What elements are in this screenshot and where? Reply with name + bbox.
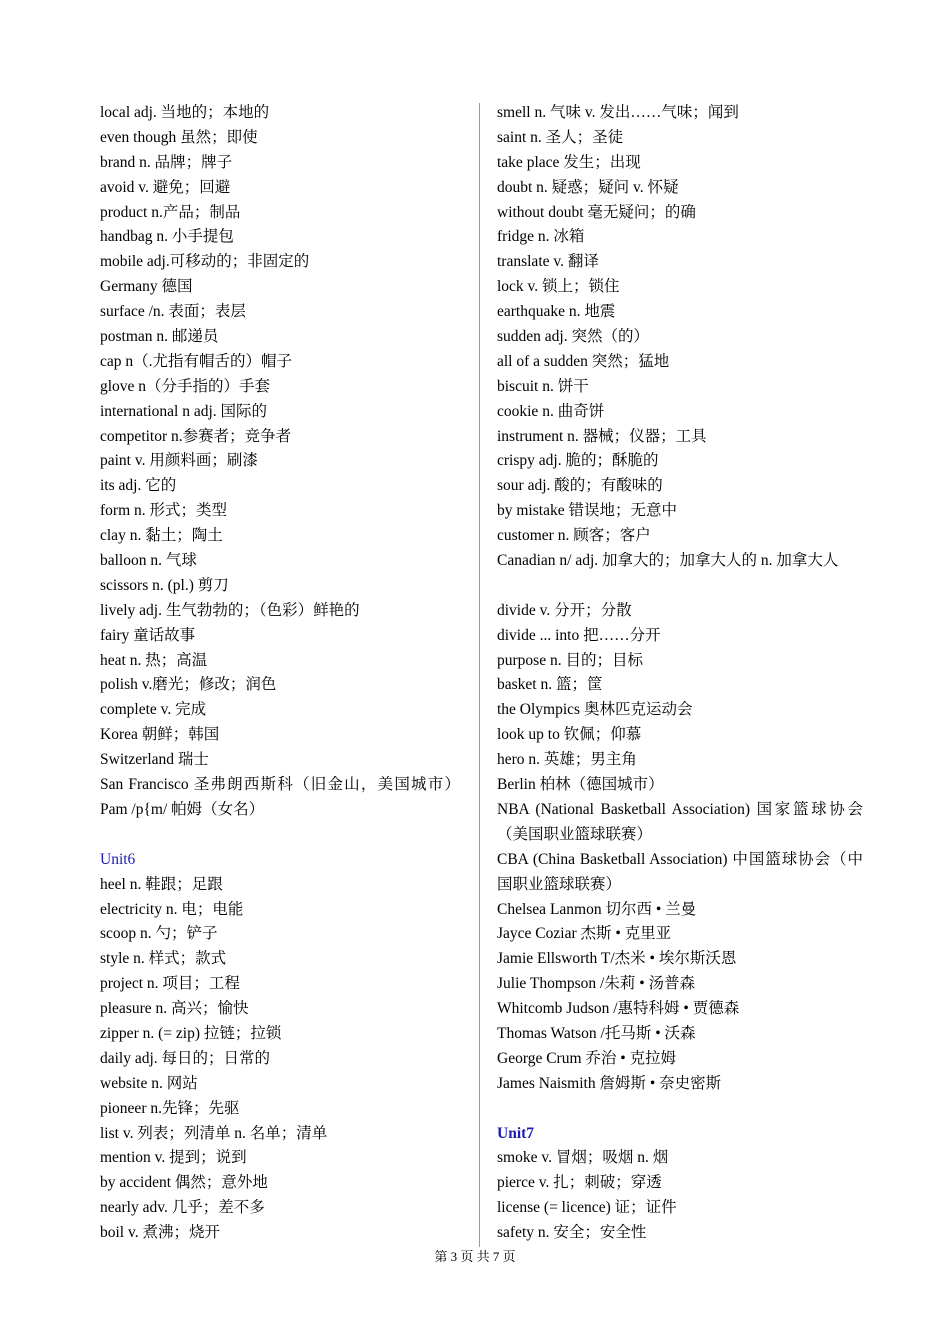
- vocab-entry: product n.产品；制品: [100, 203, 241, 221]
- unit-heading: Unit6: [100, 850, 136, 868]
- vocab-entry: even though 虽然；即使: [100, 128, 258, 146]
- vocab-entry: doubt n. 疑惑；疑问 v. 怀疑: [497, 178, 679, 196]
- vocab-entry: divide v. 分开；分散: [497, 601, 632, 619]
- vocab-entry: international n adj. 国际的: [100, 402, 268, 420]
- vocab-entry: Switzerland 瑞士: [100, 751, 209, 769]
- vocab-entry: competitor n.参赛者；竞争者: [100, 427, 292, 445]
- vocab-entry: mention v. 提到；说到: [100, 1149, 247, 1167]
- vocab-entry: surface /n. 表面；表层: [100, 303, 246, 321]
- vocab-entry: Whitcomb Judson /惠特科姆 • 贾德森: [497, 1000, 740, 1018]
- vocab-entry: Julie Thompson /朱莉 • 汤普森: [497, 975, 696, 993]
- vocab-entry: the Olympics 奥林匹克运动会: [497, 701, 693, 719]
- vocab-entry: by accident 偶然；意外地: [100, 1174, 268, 1192]
- left-column: [100, 101, 460, 1246]
- vocab-entry: scissors n. (pl.) 剪刀: [100, 576, 229, 594]
- vocab-entry: glove n（分手指的）手套: [100, 377, 271, 395]
- vocab-entry: sour adj. 酸的；有酸味的: [497, 477, 663, 495]
- vocab-entry: safety n. 安全；安全性: [497, 1224, 647, 1242]
- vocab-entry: smoke v. 冒烟；吸烟 n. 烟: [497, 1149, 669, 1167]
- vocab-entry: fridge n. 冰箱: [497, 228, 585, 246]
- column-divider: [479, 103, 480, 1247]
- vocab-entry: biscuit n. 饼干: [497, 377, 589, 395]
- vocab-entry: pierce v. 扎；刺破；穿透: [497, 1174, 662, 1192]
- vocab-entry: avoid v. 避免；回避: [100, 178, 231, 196]
- vocab-entry: hero n. 英雄；男主角: [497, 751, 637, 769]
- vocab-entry: electricity n. 电；电能: [100, 900, 244, 918]
- vocab-entry: heel n. 鞋跟；足跟: [100, 875, 223, 893]
- vocab-entry: crispy adj. 脆的；酥脆的: [497, 452, 659, 470]
- right-column: [497, 101, 863, 1246]
- vocab-entry: its adj. 它的: [100, 477, 177, 495]
- vocab-entry: CBA (China Basketball Association) 中国篮球协会（中国职业篮球联赛）: [497, 850, 863, 893]
- blank-line: [497, 1097, 863, 1122]
- vocab-entry: Korea 朝鲜；韩国: [100, 726, 220, 744]
- unit-heading: Unit7: [497, 1124, 535, 1142]
- vocab-entry: take place 发生；出现: [497, 153, 641, 171]
- vocab-entry: website n. 网站: [100, 1074, 198, 1092]
- vocab-entry: smell n. 气味 v. 发出……气味；闻到: [497, 104, 739, 121]
- vocab-entry: basket n. 篮；筐: [497, 676, 603, 694]
- vocab-entry: by mistake 错误地；无意中: [497, 502, 677, 520]
- vocab-entry: mobile adj.可移动的；非固定的: [100, 253, 310, 271]
- vocab-entry: look up to 钦佩；仰慕: [497, 726, 642, 744]
- vocab-entry: customer n. 顾客；客户: [497, 527, 651, 545]
- vocab-entry: brand n. 品牌；牌子: [100, 153, 233, 171]
- vocab-entry: Chelsea Lanmon 切尔西 • 兰曼: [497, 900, 697, 918]
- vocab-entry: lively adj. 生气勃勃的；（色彩）鲜艳的: [100, 601, 360, 619]
- vocab-entry: project n. 项目；工程: [100, 975, 240, 993]
- vocab-entry: nearly adv. 几乎；差不多: [100, 1199, 265, 1217]
- vocab-entry: lock v. 锁上；锁住: [497, 278, 620, 296]
- vocab-entry: list v. 列表；列清单 n. 名单；清单: [100, 1124, 328, 1142]
- vocab-entry: paint v. 用颜料画；刷漆: [100, 452, 258, 470]
- vocab-entry: pleasure n. 高兴；愉快: [100, 1000, 249, 1018]
- blank-line: [100, 823, 460, 848]
- vocab-entry: license (= licence) 证；证件: [497, 1199, 677, 1217]
- vocab-entry: Germany 德国: [100, 278, 193, 296]
- vocab-entry: heat n. 热；高温: [100, 651, 208, 669]
- vocab-entry: pioneer n.先锋；先驱: [100, 1099, 240, 1117]
- vocab-entry: Jayce Coziar 杰斯 • 克里亚: [497, 925, 672, 943]
- vocab-entry: San Francisco 圣弗朗西斯科（旧金山，美国城市）Pam /p{m/ 帕姆（女名）: [100, 776, 460, 818]
- vocab-entry: scoop n. 勺；铲子: [100, 925, 218, 943]
- blank-line: [497, 574, 863, 599]
- vocab-entry: all of a sudden 突然；猛地: [497, 352, 670, 370]
- vocab-entry: postman n. 邮递员: [100, 328, 219, 346]
- vocab-entry: complete v. 完成: [100, 701, 207, 719]
- vocab-entry: saint n. 圣人；圣徒: [497, 128, 624, 146]
- vocab-entry: Thomas Watson /托马斯 • 沃森: [497, 1025, 696, 1043]
- vocab-entry: local adj. 当地的；本地的: [100, 104, 270, 121]
- vocab-entry: cap n（.尤指有帽舌的）帽子: [100, 352, 293, 370]
- vocab-entry: cookie n. 曲奇饼: [497, 402, 605, 420]
- vocab-entry: James Naismith 詹姆斯 • 奈史密斯: [497, 1074, 722, 1092]
- vocab-entry: clay n. 黏土；陶土: [100, 527, 223, 545]
- vocab-entry: NBA (National Basketball Association) 国家篮球协会 （美国职业篮球联赛）: [497, 800, 863, 843]
- vocab-entry: divide ... into 把……分开: [497, 626, 661, 644]
- vocab-entry: Canadian n/ adj. 加拿大的；加拿大人的 n. 加拿大人: [497, 552, 839, 570]
- vocab-entry: instrument n. 器械；仪器；工具: [497, 427, 707, 445]
- vocab-entry: Jamie Ellsworth T/杰米 • 埃尔斯沃恩: [497, 950, 737, 968]
- vocab-entry: balloon n. 气球: [100, 552, 197, 570]
- vocab-entry: daily adj. 每日的；日常的: [100, 1049, 271, 1067]
- vocab-entry: sudden adj. 突然（的）: [497, 328, 649, 346]
- vocab-entry: without doubt 毫无疑问；的确: [497, 203, 696, 221]
- page-footer: 第 3 页 共 7 页: [434, 1249, 516, 1264]
- vocab-entry: style n. 样式；款式: [100, 950, 227, 968]
- vocab-entry: handbag n. 小手提包: [100, 228, 234, 246]
- vocab-entry: polish v.磨光；修改；润色: [100, 676, 277, 694]
- vocab-entry: purpose n. 目的；目标: [497, 651, 643, 669]
- vocab-entry: form n. 形式；类型: [100, 502, 228, 520]
- vocab-entry: fairy 童话故事: [100, 626, 196, 644]
- vocab-entry: boil v. 煮沸；烧开: [100, 1224, 220, 1242]
- vocab-entry: Berlin 柏林（德国城市）: [497, 776, 664, 794]
- vocab-entry: zipper n. (= zip) 拉链；拉锁: [100, 1024, 282, 1042]
- vocab-entry: George Crum 乔治 • 克拉姆: [497, 1049, 677, 1067]
- vocab-entry: earthquake n. 地震: [497, 303, 616, 321]
- vocab-entry: translate v. 翻译: [497, 253, 599, 271]
